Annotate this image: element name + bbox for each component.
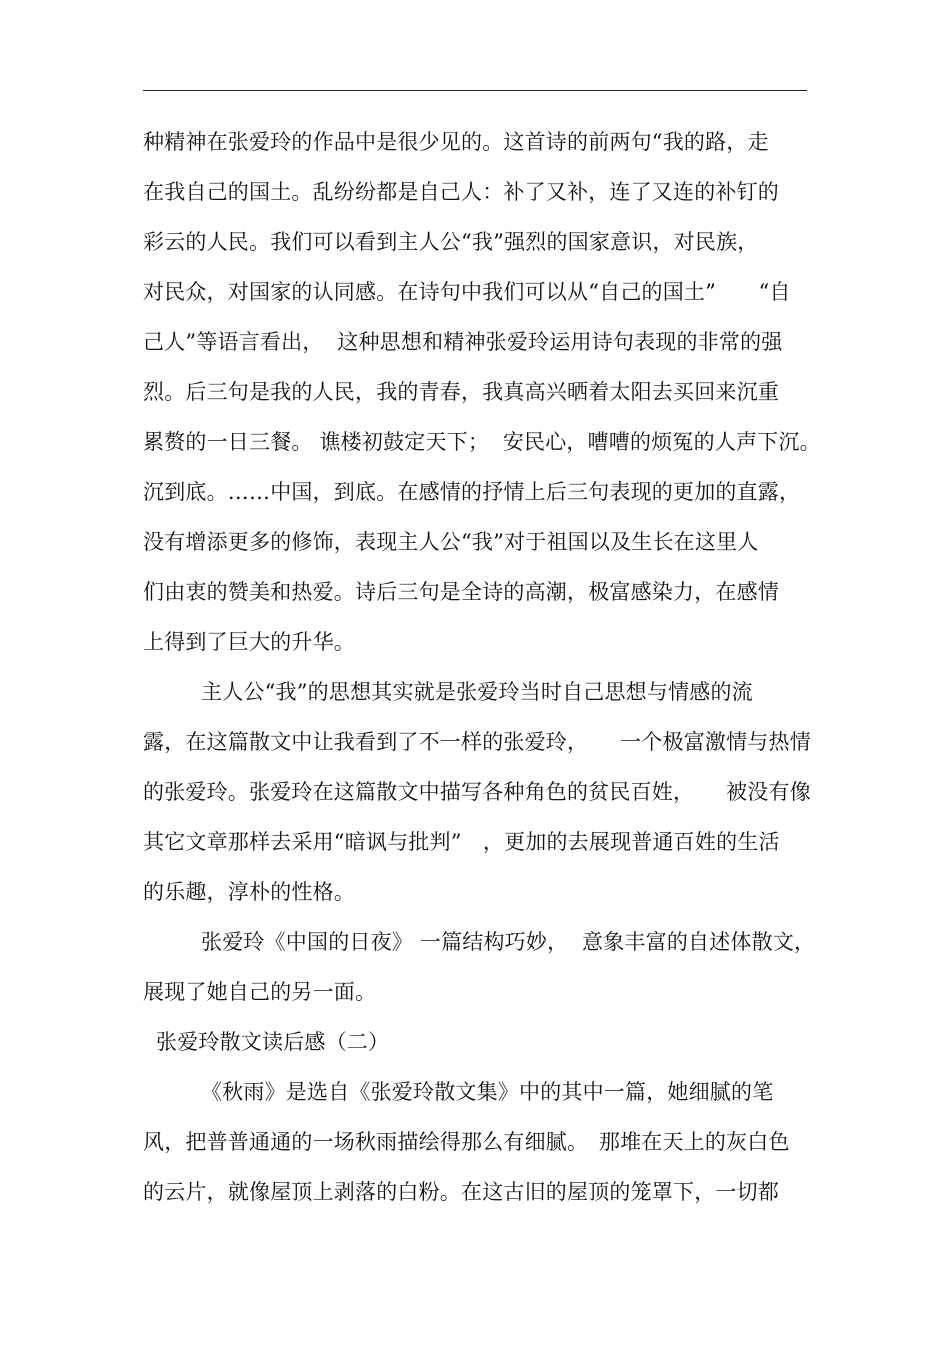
body-line-17: 张爱玲《中国的日夜》 一篇结构巧妙， 意象丰富的自述体散文， [201, 930, 816, 954]
body-line-13: 露，在这篇散文中让我看到了不一样的张爱玲， 一个极富激情与热情 [143, 730, 811, 754]
body-line-16: 的乐趣，淳朴的性格。 [143, 880, 355, 904]
body-line-21: 的云片，就像屋顶上剥落的白粉。在这古旧的屋顶的笼罩下，一切都 [143, 1180, 779, 1204]
body-line-2: 在我自己的国土。乱纷纷都是自己人：补了又补，连了又连的补钉的 [143, 180, 779, 204]
body-line-15: 其它文章那样去采用“暗讽与批判” ，更加的去展现普通百姓的生活 [143, 830, 780, 854]
body-line-6: 烈。后三句是我的人民，我的青春，我真高兴晒着太阳去买回来沉重 [143, 380, 779, 404]
body-line-4: 对民众，对国家的认同感。在诗句中我们可以从“自己的国土” “自 [143, 280, 791, 304]
body-line-19: 《秋雨》是选自《张爱玲散文集》中的其中一篇，她细腻的笔 [201, 1080, 774, 1104]
body-line-3: 彩云的人民。我们可以看到主人公“我”强烈的国家意识，对民族， [143, 230, 759, 254]
body-line-8: 沉到底。……中国，到底。在感情的抒情上后三句表现的更加的直露， [143, 480, 801, 504]
body-line-18: 展现了她自己的另一面。 [143, 980, 377, 1004]
body-line-7: 累赘的一日三餐。 谯楼初鼓定天下； 安民心，嘈嘈的烦冤的人声下沉。 [143, 430, 821, 454]
header-rule [143, 90, 807, 91]
body-line-10: 们由衷的赞美和热爱。诗后三句是全诗的高潮，极富感染力，在感情 [143, 580, 779, 604]
body-line-9: 没有增添更多的修饰，表现主人公“我”对于祖国以及生长在这里人 [143, 530, 759, 554]
section-heading: 张爱玲散文读后感（二） [156, 1030, 390, 1054]
body-line-1: 种精神在张爱玲的作品中是很少见的。这首诗的前两句“我的路，走 [143, 130, 769, 154]
body-line-14: 的张爱玲。张爱玲在这篇散文中描写各种角色的贫民百姓， 被没有像 [143, 780, 811, 804]
body-line-20: 风，把普普通通的一场秋雨描绘得那么有细腻。 那堆在天上的灰白色 [143, 1130, 790, 1154]
body-line-11: 上得到了巨大的升华。 [143, 630, 355, 654]
body-line-12: 主人公“我”的思想其实就是张爱玲当时自己思想与情感的流 [201, 680, 753, 704]
body-line-5: 己人”等语言看出， 这种思想和精神张爱玲运用诗句表现的非常的强 [143, 330, 783, 354]
